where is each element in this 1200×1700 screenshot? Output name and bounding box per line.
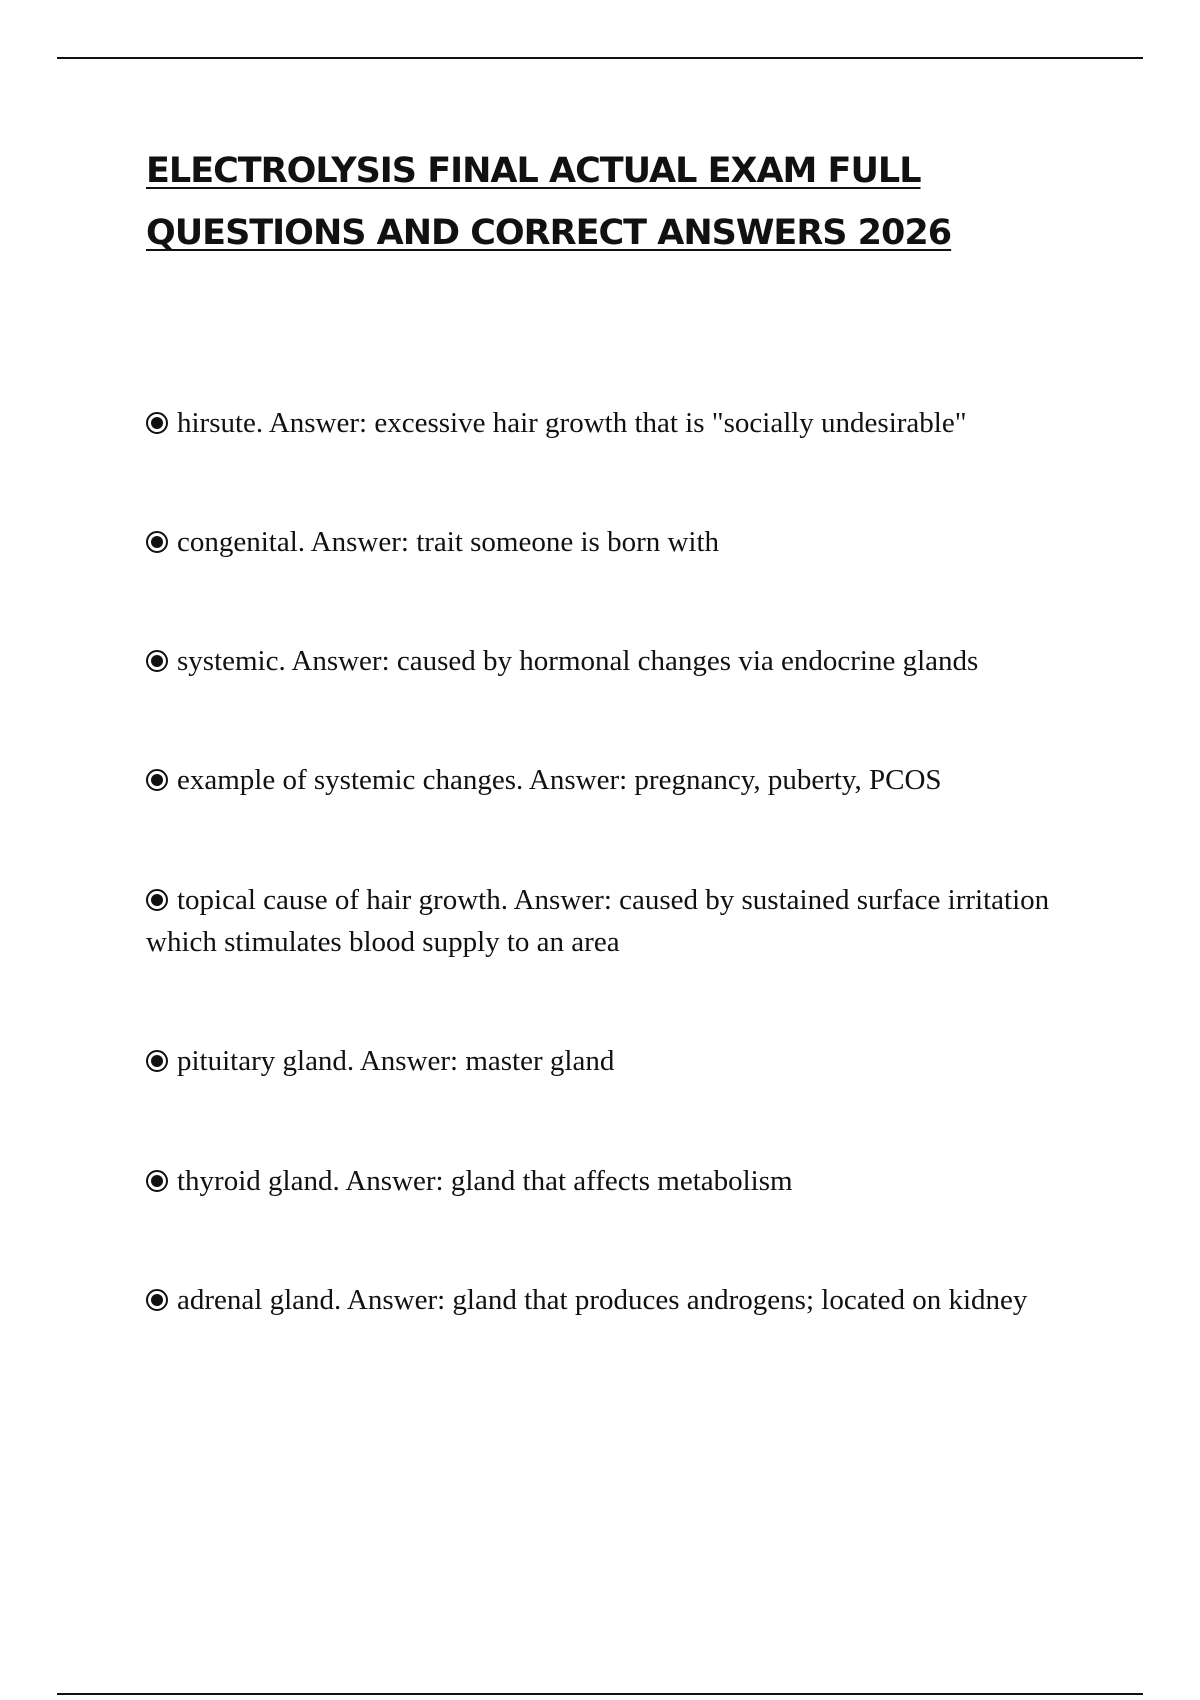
bullet-icon [146, 1170, 168, 1192]
qa-text: congenital. Answer: trait someone is born with [177, 526, 720, 558]
qa-item [146, 759, 1096, 801]
bottom-rule [57, 1693, 1143, 1695]
qa-text: hirsute. Answer: excessive hair growth that is "socially undesirable" [177, 407, 967, 439]
qa-text: pituitary gland. Answer: master gland [177, 1045, 615, 1077]
bullet-icon [146, 650, 168, 672]
qa-item [146, 1160, 1096, 1202]
qa-item [146, 402, 1096, 444]
bullet-icon [146, 412, 168, 434]
bullet-icon [146, 1289, 168, 1311]
bullet-icon [146, 1050, 168, 1072]
bullet-icon [146, 889, 168, 911]
qa-text: topical cause of hair growth. Answer: caused by sustained surface irritation which stimulates blood supply to an area [146, 884, 1050, 958]
qa-text: systemic. Answer: caused by hormonal changes via endocrine glands [177, 645, 979, 677]
top-rule [57, 57, 1143, 59]
bullet-icon [146, 769, 168, 791]
title-line: QUESTIONS AND CORRECT ANSWERS 2026 [146, 213, 952, 253]
qa-item [146, 521, 1096, 563]
qa-item [146, 1279, 1096, 1321]
qa-text: thyroid gland. Answer: gland that affects metabolism [177, 1165, 793, 1197]
qa-item [146, 640, 1096, 682]
qa-item [146, 1040, 1096, 1082]
document-title [146, 140, 1086, 264]
qa-text: adrenal gland. Answer: gland that produces androgens; located on kidney [177, 1284, 1028, 1316]
title-line: ELECTROLYSIS FINAL ACTUAL EXAM FULL [146, 151, 921, 191]
qa-item [146, 879, 1096, 963]
qa-text: example of systemic changes. Answer: pregnancy, puberty, PCOS [177, 764, 942, 796]
bullet-icon [146, 531, 168, 553]
